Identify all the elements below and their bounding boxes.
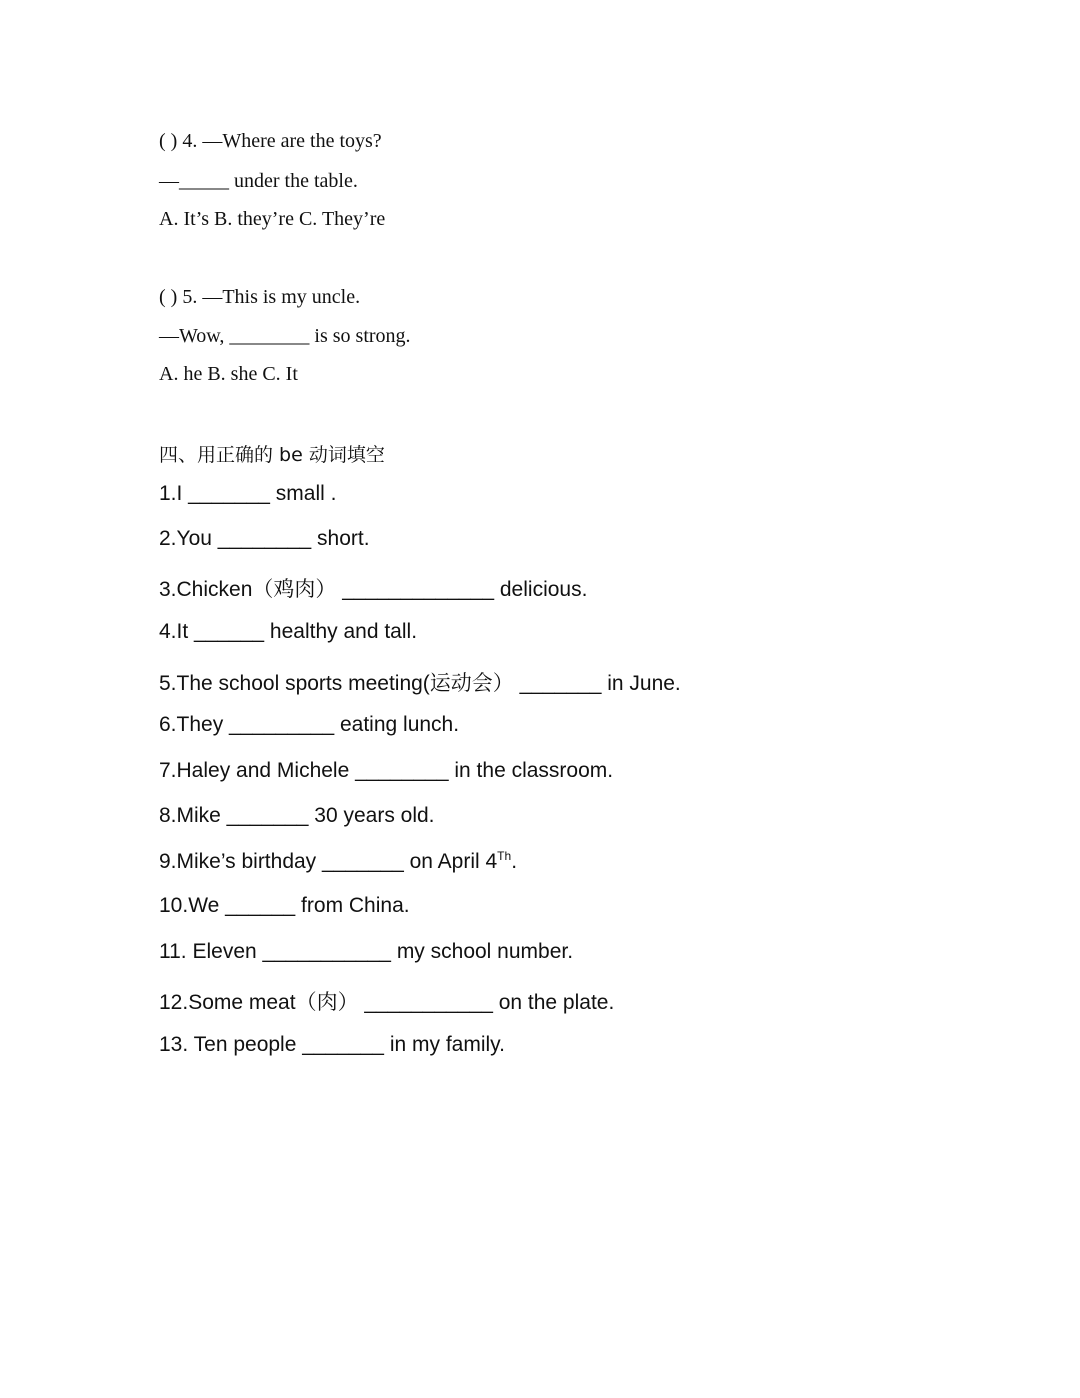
fill-item-4: 4.It ______ healthy and tall. <box>159 620 418 643</box>
question-5-options: A. he B. she C. It <box>159 363 298 385</box>
fill-item-8: 8.Mike _______ 30 years old. <box>159 804 435 827</box>
question-5-stem: ( ) 5. —This is my uncle. <box>159 286 361 308</box>
fill-item-12: 12.Some meat（肉） ___________ on the plate. <box>159 991 615 1014</box>
question-4-response: —_____ under the table. <box>159 170 358 192</box>
question-5-response: —Wow, ________ is so strong. <box>159 325 411 347</box>
question-4-stem: ( ) 4. —Where are the toys? <box>159 130 382 152</box>
fill-item-5: 5.The school sports meeting(运动会） _______ in June. <box>159 672 681 695</box>
fill-item-9-text: 9.Mike’s birthday _______ on April 4 <box>159 850 498 873</box>
fill-item-10: 10.We ______ from China. <box>159 894 410 917</box>
fill-item-11: 11. Eleven ___________ my school number. <box>159 940 574 963</box>
fill-item-1: 1.I _______ small . <box>159 482 337 505</box>
question-4-options: A. It’s B. they’re C. They’re <box>159 208 386 230</box>
fill-item-9 <box>159 849 517 874</box>
section-4-heading: 四、用正确的 be 动词填空 <box>159 444 385 466</box>
fill-item-2: 2.You ________ short. <box>159 527 370 550</box>
fill-item-7: 7.Haley and Michele ________ in the classroom. <box>159 759 614 782</box>
fill-item-13: 13. Ten people _______ in my family. <box>159 1033 505 1056</box>
fill-item-9-period: . <box>511 850 518 873</box>
fill-item-9-superscript: Th <box>497 849 512 863</box>
fill-item-3: 3.Chicken（鸡肉） _____________ delicious. <box>159 578 588 601</box>
fill-item-6: 6.They _________ eating lunch. <box>159 713 460 736</box>
